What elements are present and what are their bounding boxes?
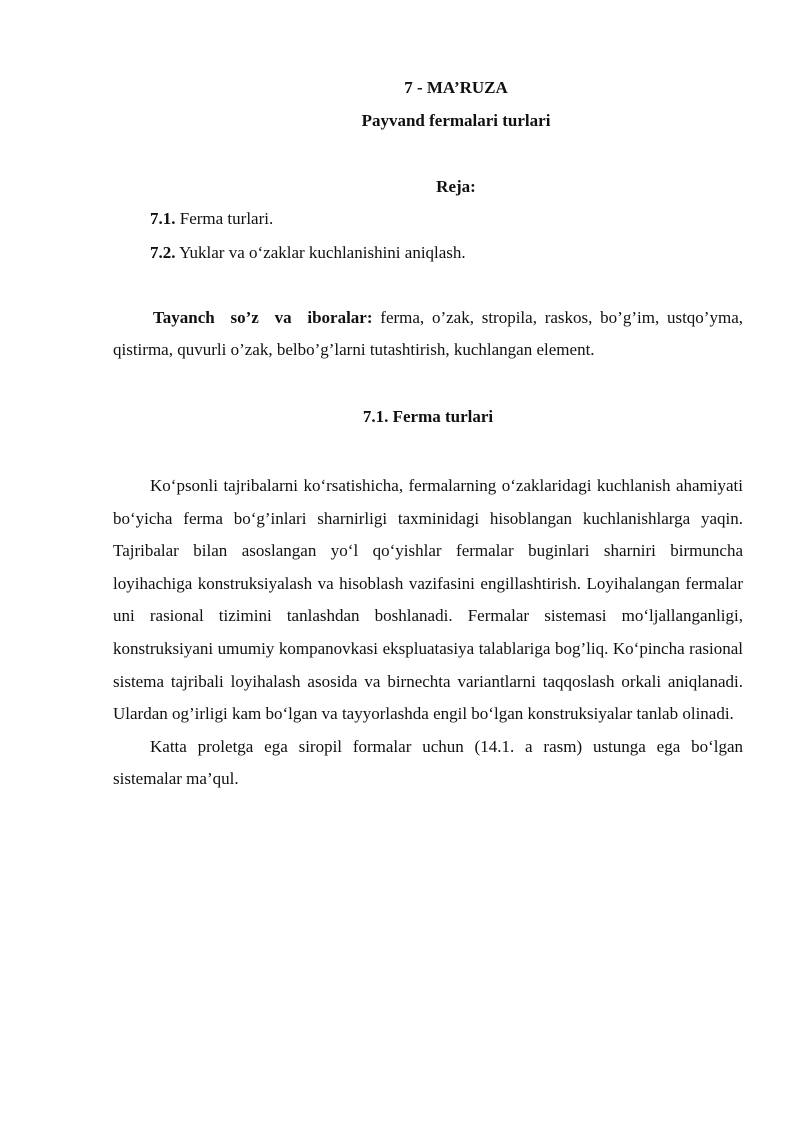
lecture-title: Payvand fermalari turlari <box>361 111 551 130</box>
paragraph-1: Ko‘psonli tajribalarni ko‘rsatishicha, fermalarning o‘zaklaridagi kuchlanish ahamiyati bo‘yicha ferma bo‘g’inlari sharnirligi taxminidagi hisoblangan kuchlanishlarga yaqin. Tajribalar bilan asoslangan yo‘l qo‘yishlar fermalar buginlari sharniri birmuncha loyihachiga konstruksiyalash va hisoblash vazifasini engillashtirish. Loyihalangan fermalar uni rasional tizimini tanlashdan boshlanadi. Fermalar sistemasi mo‘ljallanganligi, konstruksiyani umumiy kompanovkasi ekspluatasiya talablariga bog’liq. Ko‘pincha rasional sistema tajribali loyihalash asosida va birnechta variantlarni taqqoslash orkali aniqlanadi. Ulardan og’irligi kam bo‘lgan va tayyorlashda engil bo‘lgan konstruksiyalar tanlab olinadi. <box>113 476 743 724</box>
plan-list <box>113 206 743 266</box>
plan-item-2 <box>113 240 743 266</box>
plan-item-number: 7.1. <box>150 209 176 228</box>
lecture-number: 7 - MA’RUZA <box>404 78 508 97</box>
plan-item-text: Ferma turlari. <box>175 209 274 228</box>
plan-item-1 <box>113 206 743 232</box>
keywords-text: ferma, o’zak, stropila, raskos, bo’g’im, ustqo’yma, qistirma, quvurli o’zak, belbo’g’larni tutashtirish, kuchlangan element. <box>113 308 743 359</box>
keywords-paragraph <box>113 302 743 366</box>
plan-item-text: Yuklar va o‘zaklar kuchlanishini aniqlash. <box>175 243 466 262</box>
plan-item-number: 7.2. <box>150 243 176 262</box>
section-title: 7.1. Ferma turlari <box>362 407 494 426</box>
plan-title: Reja: <box>436 177 476 196</box>
keywords-label: Tayanch so’z va iboralar: <box>153 308 373 327</box>
paragraph-2: Katta proletga ega siropil formalar uchun (14.1. a rasm) ustunga ega bo‘lgan sistemalar ma’qul. <box>113 736 743 789</box>
body-text <box>113 470 743 796</box>
document-page <box>113 75 743 796</box>
